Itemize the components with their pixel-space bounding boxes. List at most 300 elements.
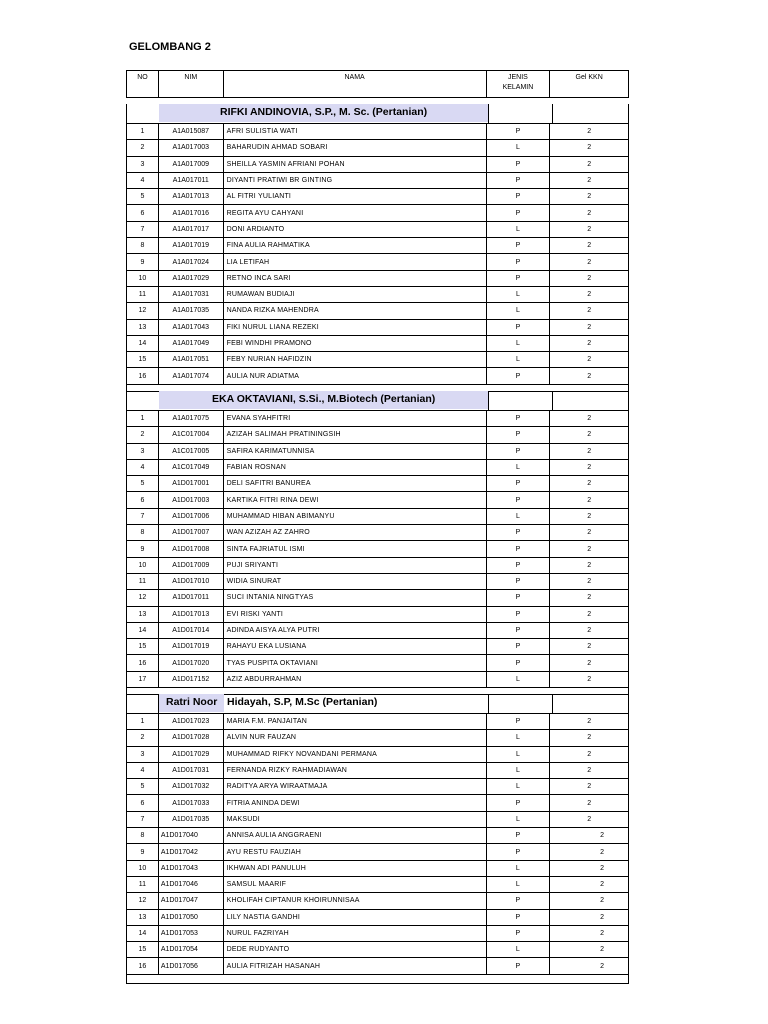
cell-gel-kkn: 2 xyxy=(587,545,592,553)
cell-no: 5 xyxy=(127,189,159,204)
cell-nama: FABIAN ROSNAN xyxy=(224,460,487,475)
cell-nama: EVI RISKI YANTI xyxy=(224,607,487,622)
cell-nim: A1D017043 xyxy=(159,861,224,876)
cell-no: 3 xyxy=(127,444,159,459)
cell-nim: A1A017043 xyxy=(159,320,224,335)
cell-nim: A1D017032 xyxy=(159,779,224,794)
table-row xyxy=(127,763,628,779)
cell-no: 8 xyxy=(127,238,159,253)
cell-jenis-kelamin: P xyxy=(487,590,551,605)
cell-no: 16 xyxy=(127,368,159,383)
cell-nama: RUMAWAN BUDIAJI xyxy=(224,287,487,302)
cell-nim: A1D017035 xyxy=(159,812,224,827)
cell-nim: A1A017049 xyxy=(159,336,224,351)
cell-nim: A1D017042 xyxy=(159,844,224,859)
cell-no: 1 xyxy=(127,714,159,729)
table-row xyxy=(127,844,628,860)
cell-no: 5 xyxy=(127,779,159,794)
cell-nim: A1D017053 xyxy=(159,926,224,941)
cell-jenis-kelamin: P xyxy=(487,828,551,843)
cell-no: 4 xyxy=(127,460,159,475)
cell-jenis-kelamin: P xyxy=(487,607,551,622)
cell-nama: SHEILLA YASMIN AFRIANI POHAN xyxy=(224,157,487,172)
table-row xyxy=(127,509,628,525)
cell-no: 14 xyxy=(127,926,159,941)
cell-nama: AL FITRI YULIANTI xyxy=(224,189,487,204)
table-row xyxy=(127,124,628,140)
cell-gel-kkn: 2 xyxy=(587,274,592,282)
cell-jenis-kelamin: P xyxy=(487,958,551,973)
cell-nama: AFRI SULISTIA WATI xyxy=(224,124,487,139)
table-row xyxy=(127,492,628,508)
cell-gel-kkn: 2 xyxy=(600,848,604,856)
group-title-a: Ratri Noor xyxy=(166,696,218,708)
cell-jenis-kelamin: P xyxy=(487,639,551,654)
cell-jenis-kelamin: L xyxy=(487,140,551,155)
table-row xyxy=(127,320,628,336)
cell-nim: A1A017029 xyxy=(159,271,224,286)
cell-no: 2 xyxy=(127,730,159,745)
table-row xyxy=(127,254,628,270)
cell-no: 8 xyxy=(127,828,159,843)
table-row xyxy=(127,828,628,844)
cell-jenis-kelamin: P xyxy=(487,492,551,507)
cell-no: 6 xyxy=(127,492,159,507)
cell-gel-kkn: 2 xyxy=(587,340,592,347)
cell-nama: SINTA FAJRIATUL ISMI xyxy=(224,541,487,556)
cell-nim: A1C017004 xyxy=(159,427,224,442)
cell-gel-kkn: 2 xyxy=(587,242,592,250)
group-header xyxy=(126,391,629,410)
table-row xyxy=(127,525,628,541)
cell-nama: FEBI WINDHI PRAMONO xyxy=(224,336,487,351)
cell-gel-kkn: 2 xyxy=(587,561,592,569)
cell-gel-kkn: 2 xyxy=(587,734,592,742)
table-row xyxy=(127,779,628,795)
table-row xyxy=(127,157,628,173)
cell-nama: FINA AULIA RAHMATIKA xyxy=(224,238,487,253)
table-row xyxy=(127,639,628,655)
table-row xyxy=(127,541,628,557)
cell-nama: NANDA RIZKA MAHENDRA xyxy=(224,303,487,318)
cell-nim: A1A017075 xyxy=(159,411,224,426)
cell-gel-kkn: 2 xyxy=(587,307,592,315)
cell-no: 4 xyxy=(127,173,159,188)
table-row xyxy=(127,730,628,746)
cell-nim: A1A017051 xyxy=(159,352,224,367)
cell-jenis-kelamin: P xyxy=(487,525,551,540)
table-row xyxy=(127,942,628,958)
cell-nim: A1A015087 xyxy=(159,124,224,139)
table-row xyxy=(127,590,628,606)
cell-no: 10 xyxy=(127,558,159,573)
cell-jenis-kelamin: P xyxy=(487,124,551,139)
cell-jenis-kelamin: L xyxy=(487,779,551,794)
cell-gel-kkn: 2 xyxy=(587,372,592,380)
table-row xyxy=(127,714,628,730)
cell-no: 10 xyxy=(127,271,159,286)
cell-gel-kkn: 2 xyxy=(600,897,604,905)
table-row xyxy=(127,238,628,254)
group-rows-continued xyxy=(126,828,629,975)
cell-gel-kkn: 2 xyxy=(587,594,592,602)
table-row xyxy=(127,558,628,574)
cell-nama: FIKI NURUL LIANA REZEKI xyxy=(224,320,487,335)
cell-gel-kkn: 2 xyxy=(587,447,592,455)
cell-gel-kkn: 2 xyxy=(587,177,592,185)
cell-gel-kkn: 2 xyxy=(600,881,604,889)
cell-nim: A1D017013 xyxy=(159,607,224,622)
table-row xyxy=(127,877,628,893)
cell-gel-kkn: 2 xyxy=(587,750,592,758)
cell-nim: A1D017047 xyxy=(159,893,224,908)
cell-nama: LILY NASTIA GANDHI xyxy=(224,910,487,925)
table-row xyxy=(127,747,628,763)
group-rifki xyxy=(126,104,629,392)
cell-gel-kkn: 2 xyxy=(587,610,592,618)
cell-nama: RETNO INCA SARI xyxy=(224,271,487,286)
cell-nama: PUJI SRIYANTI xyxy=(224,558,487,573)
cell-nim: A1A017074 xyxy=(159,368,224,383)
cell-gel-kkn: 2 xyxy=(587,578,592,586)
cell-no: 2 xyxy=(127,140,159,155)
cell-nim: A1A017024 xyxy=(159,254,224,269)
cell-nim: A1A017035 xyxy=(159,303,224,318)
group-title: RIFKI ANDINOVIA, S.P., M. Sc. (Pertanian) xyxy=(220,106,428,118)
cell-jenis-kelamin: L xyxy=(487,942,551,957)
cell-gel-kkn: 2 xyxy=(600,913,604,921)
cell-jenis-kelamin: P xyxy=(487,368,551,383)
cell-nama: LIA LETIFAH xyxy=(224,254,487,269)
cell-no: 1 xyxy=(127,124,159,139)
cell-nama: SAFIRA KARIMATUNNISA xyxy=(224,444,487,459)
cell-nama: RADITYA ARYA WIRAATMAJA xyxy=(224,779,487,794)
table-row xyxy=(127,427,628,443)
cell-jenis-kelamin: P xyxy=(487,271,551,286)
cell-jenis-kelamin: P xyxy=(487,893,551,908)
cell-jenis-kelamin: P xyxy=(487,238,551,253)
header-jenis: JENIS xyxy=(508,74,528,81)
cell-nama: IKHWAN ADI PANULUH xyxy=(224,861,487,876)
cell-jenis-kelamin: P xyxy=(487,427,551,442)
table-row xyxy=(127,795,628,811)
cell-jenis-kelamin: P xyxy=(487,173,551,188)
cell-nim: A1D017001 xyxy=(159,476,224,491)
cell-nim: A1A017031 xyxy=(159,287,224,302)
cell-no: 6 xyxy=(127,205,159,220)
cell-nim: A1A017019 xyxy=(159,238,224,253)
cell-gel-kkn: 2 xyxy=(587,356,592,364)
cell-jenis-kelamin: P xyxy=(487,189,551,204)
cell-no: 15 xyxy=(127,942,159,957)
cell-nama: FERNANDA RIZKY RAHMADIAWAN xyxy=(224,763,487,778)
cell-jenis-kelamin: P xyxy=(487,411,551,426)
cell-nim: A1D017009 xyxy=(159,558,224,573)
cell-nama: AYU RESTU FAUZIAH xyxy=(224,844,487,859)
cell-nim: A1D017050 xyxy=(159,910,224,925)
cell-jenis-kelamin: L xyxy=(487,460,551,475)
cell-nama: WIDIA SINURAT xyxy=(224,574,487,589)
cell-jenis-kelamin: P xyxy=(487,655,551,670)
cell-no: 16 xyxy=(127,655,159,670)
group-title-b: Hidayah, S.P, M.Sc (Pertanian) xyxy=(227,696,378,708)
cell-gel-kkn: 2 xyxy=(587,627,592,634)
cell-no: 14 xyxy=(127,336,159,351)
cell-nama: ANNISA AULIA ANGGRAENI xyxy=(224,828,487,843)
header-jenis-kelamin xyxy=(487,71,551,97)
cell-nim: A1D017056 xyxy=(159,958,224,973)
table-row xyxy=(127,352,628,368)
cell-nim: A1D017029 xyxy=(159,747,224,762)
cell-gel-kkn: 2 xyxy=(587,512,592,520)
cell-nama: DEDE RUDYANTO xyxy=(224,942,487,957)
cell-jenis-kelamin: P xyxy=(487,444,551,459)
table-row xyxy=(127,222,628,238)
cell-nim: A1D017033 xyxy=(159,795,224,810)
cell-gel-kkn: 2 xyxy=(600,832,604,840)
cell-no: 13 xyxy=(127,607,159,622)
cell-nama: BAHARUDIN AHMAD SOBARI xyxy=(224,140,487,155)
cell-no: 7 xyxy=(127,222,159,237)
table-row xyxy=(127,476,628,492)
header-kelamin: KELAMIN xyxy=(502,84,534,91)
cell-nama: AZIZAH SALIMAH PRATININGSIH xyxy=(224,427,487,442)
group-rows xyxy=(126,713,629,828)
group-eka xyxy=(126,391,629,695)
cell-gel-kkn: 2 xyxy=(587,291,592,299)
table-header xyxy=(126,70,629,98)
cell-nama: REGITA AYU CAHYANI xyxy=(224,205,487,220)
table-row xyxy=(127,140,628,156)
cell-nim: A1D017008 xyxy=(159,541,224,556)
cell-no: 15 xyxy=(127,352,159,367)
cell-jenis-kelamin: P xyxy=(487,926,551,941)
cell-nama: AZIZ ABDURRAHMAN xyxy=(224,672,487,687)
cell-nim: A1D017023 xyxy=(159,714,224,729)
cell-nim: A1D017152 xyxy=(159,672,224,687)
header-no: NO xyxy=(127,71,159,97)
cell-gel-kkn: 2 xyxy=(587,675,592,683)
cell-jenis-kelamin: L xyxy=(487,730,551,745)
cell-jenis-kelamin: P xyxy=(487,844,551,859)
cell-jenis-kelamin: L xyxy=(487,763,551,778)
group-rows xyxy=(126,410,629,688)
cell-jenis-kelamin: L xyxy=(487,747,551,762)
cell-no: 9 xyxy=(127,541,159,556)
cell-no: 7 xyxy=(127,509,159,524)
cell-nama: FEBY NURIAN HAFIDZIN xyxy=(224,352,487,367)
cell-gel-kkn: 2 xyxy=(587,258,592,266)
cell-nim: A1A017011 xyxy=(159,173,224,188)
cell-jenis-kelamin: L xyxy=(487,812,551,827)
cell-gel-kkn: 2 xyxy=(587,193,592,201)
cell-jenis-kelamin: L xyxy=(487,222,551,237)
cell-gel-kkn: 2 xyxy=(600,864,604,872)
header-nim: NIM xyxy=(159,71,224,97)
cell-gel-kkn: 2 xyxy=(587,767,592,775)
table-row xyxy=(127,812,628,828)
cell-nim: A1C017049 xyxy=(159,460,224,475)
cell-nim: A1D017006 xyxy=(159,509,224,524)
cell-no: 9 xyxy=(127,254,159,269)
cell-gel-kkn: 2 xyxy=(587,643,592,651)
group-ratri xyxy=(126,694,629,984)
table-row xyxy=(127,411,628,427)
cell-gel-kkn: 2 xyxy=(587,323,592,331)
table-row xyxy=(127,303,628,319)
cell-nama: KHOLIFAH CIPTANUR KHOIRUNNISAA xyxy=(224,893,487,908)
cell-jenis-kelamin: P xyxy=(487,205,551,220)
cell-jenis-kelamin: P xyxy=(487,574,551,589)
cell-jenis-kelamin: L xyxy=(487,303,551,318)
cell-jenis-kelamin: L xyxy=(487,336,551,351)
table-row xyxy=(127,574,628,590)
cell-no: 10 xyxy=(127,861,159,876)
cell-nama: ADINDA AISYA ALYA PUTRI xyxy=(224,623,487,638)
cell-nim: A1D017028 xyxy=(159,730,224,745)
cell-nama: FITRIA ANINDA DEWI xyxy=(224,795,487,810)
cell-gel-kkn: 2 xyxy=(587,464,592,472)
cell-no: 4 xyxy=(127,763,159,778)
cell-nim: A1D017003 xyxy=(159,492,224,507)
cell-gel-kkn: 2 xyxy=(600,946,604,954)
cell-gel-kkn: 2 xyxy=(587,209,592,217)
cell-nim: A1C017005 xyxy=(159,444,224,459)
cell-jenis-kelamin: P xyxy=(487,541,551,556)
cell-nama: WAN AZIZAH AZ ZAHRO xyxy=(224,525,487,540)
cell-gel-kkn: 2 xyxy=(587,529,592,537)
cell-no: 16 xyxy=(127,958,159,973)
cell-gel-kkn: 2 xyxy=(587,144,592,152)
cell-nim: A1A017017 xyxy=(159,222,224,237)
cell-jenis-kelamin: L xyxy=(487,352,551,367)
cell-nama: AULIA NUR ADIATMA xyxy=(224,368,487,383)
cell-no: 9 xyxy=(127,844,159,859)
cell-nim: A1D017014 xyxy=(159,623,224,638)
table-row xyxy=(127,368,628,384)
cell-gel-kkn: 2 xyxy=(587,783,592,791)
cell-nama: DELI SAFITRI BANUREA xyxy=(224,476,487,491)
cell-nim: A1A017009 xyxy=(159,157,224,172)
cell-nama: ALVIN NUR FAUZAN xyxy=(224,730,487,745)
cell-nama: KARTIKA FITRI RINA DEWI xyxy=(224,492,487,507)
table-row xyxy=(127,460,628,476)
cell-gel-kkn: 2 xyxy=(587,128,592,136)
cell-jenis-kelamin: P xyxy=(487,714,551,729)
cell-nim: A1D017007 xyxy=(159,525,224,540)
cell-nama: TYAS PUSPITA OKTAVIANI xyxy=(224,655,487,670)
table-row xyxy=(127,910,628,926)
cell-no: 15 xyxy=(127,639,159,654)
cell-gel-kkn: 2 xyxy=(600,930,604,937)
cell-gel-kkn: 2 xyxy=(587,160,592,168)
cell-nama: MAKSUDI xyxy=(224,812,487,827)
cell-nama: EVANA SYAHFITRI xyxy=(224,411,487,426)
cell-gel-kkn: 2 xyxy=(587,799,592,807)
table-row xyxy=(127,623,628,639)
document-title: GELOMBANG 2 xyxy=(129,41,211,53)
group-header xyxy=(126,104,629,123)
cell-no: 5 xyxy=(127,476,159,491)
cell-no: 8 xyxy=(127,525,159,540)
cell-no: 3 xyxy=(127,157,159,172)
table-row xyxy=(127,607,628,623)
cell-nim: A1D017054 xyxy=(159,942,224,957)
cell-jenis-kelamin: P xyxy=(487,476,551,491)
cell-nama: MARIA F.M. PANJAITAN xyxy=(224,714,487,729)
cell-nim: A1D017011 xyxy=(159,590,224,605)
cell-no: 7 xyxy=(127,812,159,827)
cell-jenis-kelamin: P xyxy=(487,795,551,810)
table-row xyxy=(127,336,628,352)
cell-no: 13 xyxy=(127,910,159,925)
table-row xyxy=(127,926,628,942)
cell-gel-kkn: 2 xyxy=(587,496,592,504)
cell-jenis-kelamin: P xyxy=(487,254,551,269)
cell-nim: A1A017016 xyxy=(159,205,224,220)
table-row xyxy=(127,655,628,671)
cell-no: 13 xyxy=(127,320,159,335)
cell-no: 11 xyxy=(127,574,159,589)
cell-no: 11 xyxy=(127,287,159,302)
cell-nim: A1D017046 xyxy=(159,877,224,892)
cell-gel-kkn: 2 xyxy=(587,415,592,423)
cell-nim: A1D017019 xyxy=(159,639,224,654)
table-row xyxy=(127,893,628,909)
cell-gel-kkn: 2 xyxy=(587,815,592,823)
cell-no: 12 xyxy=(127,590,159,605)
table-row xyxy=(127,861,628,877)
cell-no: 12 xyxy=(127,893,159,908)
cell-no: 14 xyxy=(127,623,159,638)
cell-jenis-kelamin: L xyxy=(487,877,551,892)
cell-nama: SUCI INTANIA NINGTYAS xyxy=(224,590,487,605)
cell-no: 17 xyxy=(127,672,159,687)
group-header xyxy=(126,694,629,713)
table-row xyxy=(127,958,628,974)
cell-no: 6 xyxy=(127,795,159,810)
header-nama: NAMA xyxy=(224,71,487,97)
header-gel-kkn: Gel KKN xyxy=(575,74,603,81)
cell-no: 11 xyxy=(127,877,159,892)
cell-gel-kkn: 2 xyxy=(587,225,592,233)
cell-no: 2 xyxy=(127,427,159,442)
cell-no: 12 xyxy=(127,303,159,318)
cell-no: 1 xyxy=(127,411,159,426)
cell-gel-kkn: 2 xyxy=(587,718,592,726)
cell-jenis-kelamin: P xyxy=(487,623,551,638)
cell-jenis-kelamin: L xyxy=(487,287,551,302)
cell-gel-kkn: 2 xyxy=(587,431,592,439)
cell-gel-kkn: 2 xyxy=(600,962,604,970)
cell-nama: DONI ARDIANTO xyxy=(224,222,487,237)
group-title: EKA OKTAVIANI, S.Si., M.Biotech (Pertanian) xyxy=(212,393,436,405)
cell-nama: RAHAYU EKA LUSIANA xyxy=(224,639,487,654)
cell-jenis-kelamin: P xyxy=(487,558,551,573)
table-row xyxy=(127,287,628,303)
cell-gel-kkn: 2 xyxy=(587,480,592,488)
cell-nama: MUHAMMAD RIFKY NOVANDANI PERMANA xyxy=(224,747,487,762)
cell-nama: MUHAMMAD HIBAN ABIMANYU xyxy=(224,509,487,524)
cell-nama: AULIA FITRIZAH HASANAH xyxy=(224,958,487,973)
table-row xyxy=(127,205,628,221)
cell-nim: A1A017003 xyxy=(159,140,224,155)
table-row xyxy=(127,173,628,189)
cell-nama: NURUL FAZRIYAH xyxy=(224,926,487,941)
cell-jenis-kelamin: P xyxy=(487,320,551,335)
cell-jenis-kelamin: L xyxy=(487,861,551,876)
cell-nim: A1D017040 xyxy=(159,828,224,843)
